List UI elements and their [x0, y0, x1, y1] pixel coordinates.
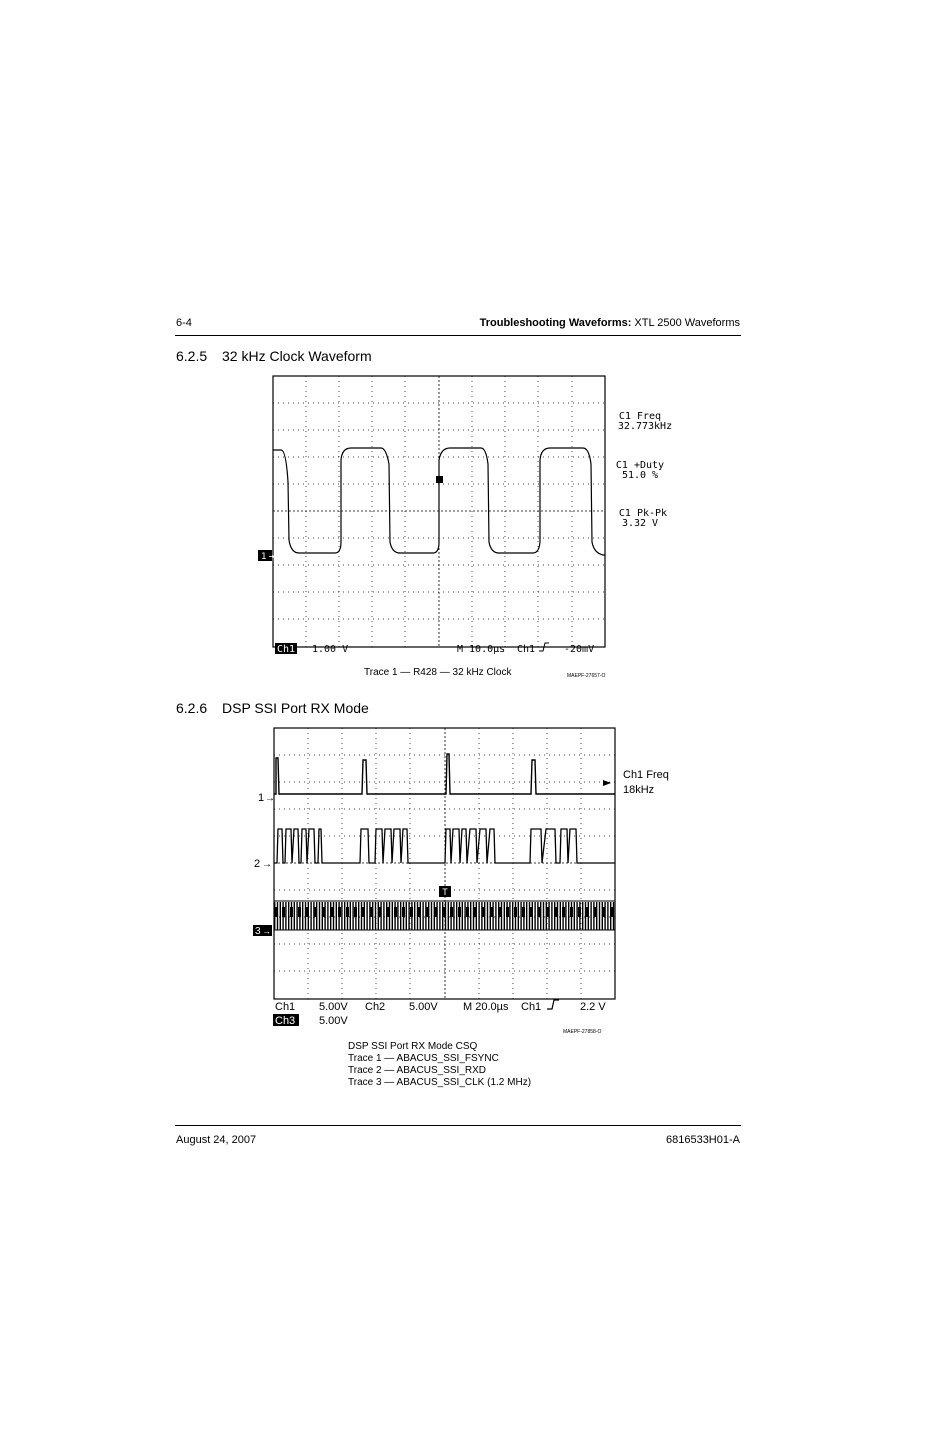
caption-dsp-ssi — [348, 1041, 531, 1089]
ch1-volts: 5.00V — [319, 1001, 348, 1013]
trigger-point-marker — [436, 476, 443, 483]
channel-3-arrow: → — [262, 926, 271, 936]
timebase: M 20.0µs — [463, 1001, 509, 1013]
trigger-level: 2.2 V — [580, 1001, 606, 1013]
ch2-label: Ch2 — [365, 1001, 386, 1013]
trigger-channel: Ch1 — [517, 644, 536, 655]
section-title: 32 kHz Clock Waveform — [222, 348, 372, 364]
caption-line: Trace 1 — ABACUS_SSI_FSYNC — [348, 1053, 499, 1064]
page-number: 6-4 — [176, 317, 192, 329]
footer-rule — [175, 1125, 741, 1126]
trigger-channel: Ch1 — [521, 1001, 542, 1013]
section-heading-625 — [176, 348, 372, 364]
running-header — [480, 317, 740, 329]
section-heading-626 — [176, 700, 369, 716]
measure-freq-label: C1 Freq — [618, 411, 662, 422]
section-title: DSP SSI Port RX Mode — [222, 700, 369, 716]
scope-32khz-clock — [255, 372, 695, 664]
figure-id-27858: MAEPF-27858-O — [563, 1029, 602, 1035]
measure-pkpk-label: C1 Pk-Pk — [618, 508, 668, 519]
ch1-readout-label: Ch1 — [277, 644, 296, 655]
measure-pkpk-value: 3.32 V — [621, 518, 659, 529]
footer-date: August 24, 2007 — [176, 1134, 257, 1146]
channel-3-marker: 3 — [255, 926, 261, 937]
header-title-rest: XTL 2500 Waveforms — [631, 317, 740, 329]
caption-32khz: Trace 1 — R428 — 32 kHz Clock — [364, 667, 512, 678]
trigger-level: -20mV — [564, 644, 595, 655]
measure-freq-value: 32.773kHz — [617, 421, 673, 432]
ch1-volts: 1.00 V — [312, 644, 349, 655]
trigger-edge-icon — [547, 1000, 559, 1009]
measure-freq-value: 18kHz — [623, 784, 655, 796]
caption-line: DSP SSI Port RX Mode CSQ — [348, 1041, 478, 1052]
channel-2-arrow: → — [262, 859, 272, 870]
measure-freq-label: Ch1 Freq — [623, 769, 669, 781]
section-number: 6.2.5 — [176, 348, 208, 364]
trigger-t-label: T — [442, 887, 448, 897]
ch1-label: Ch1 — [275, 1001, 296, 1013]
ch3-volts: 5.00V — [319, 1015, 348, 1027]
figure-id-27657: MAEPF-27657-O — [567, 673, 606, 679]
ch3-label: Ch3 — [275, 1015, 296, 1027]
header-rule — [175, 335, 741, 336]
channel-1-marker-arrow: → — [269, 552, 275, 562]
caption-line: Trace 3 — ABACUS_SSI_CLK (1.2 MHz) — [348, 1077, 532, 1088]
measure-duty-value: 51.0 % — [621, 470, 659, 481]
header-title-bold: Troubleshooting Waveforms: — [479, 317, 632, 329]
ch2-volts: 5.00V — [409, 1001, 438, 1013]
scope-dsp-ssi-rx — [250, 724, 700, 1034]
footer-doc-number: 6816533H01-A — [665, 1134, 740, 1146]
channel-1-marker-label: 1 — [261, 552, 267, 562]
caption-line: Trace 2 — ABACUS_SSI_RXD — [348, 1065, 487, 1076]
channel-2-marker: 2 — [254, 858, 261, 870]
measure-duty-label: C1 +Duty — [615, 460, 665, 471]
timebase: M 10.0µs — [457, 644, 506, 655]
section-number: 6.2.6 — [176, 700, 208, 716]
channel-1-arrow: → — [265, 793, 275, 804]
channel-1-marker: 1 — [258, 792, 265, 804]
